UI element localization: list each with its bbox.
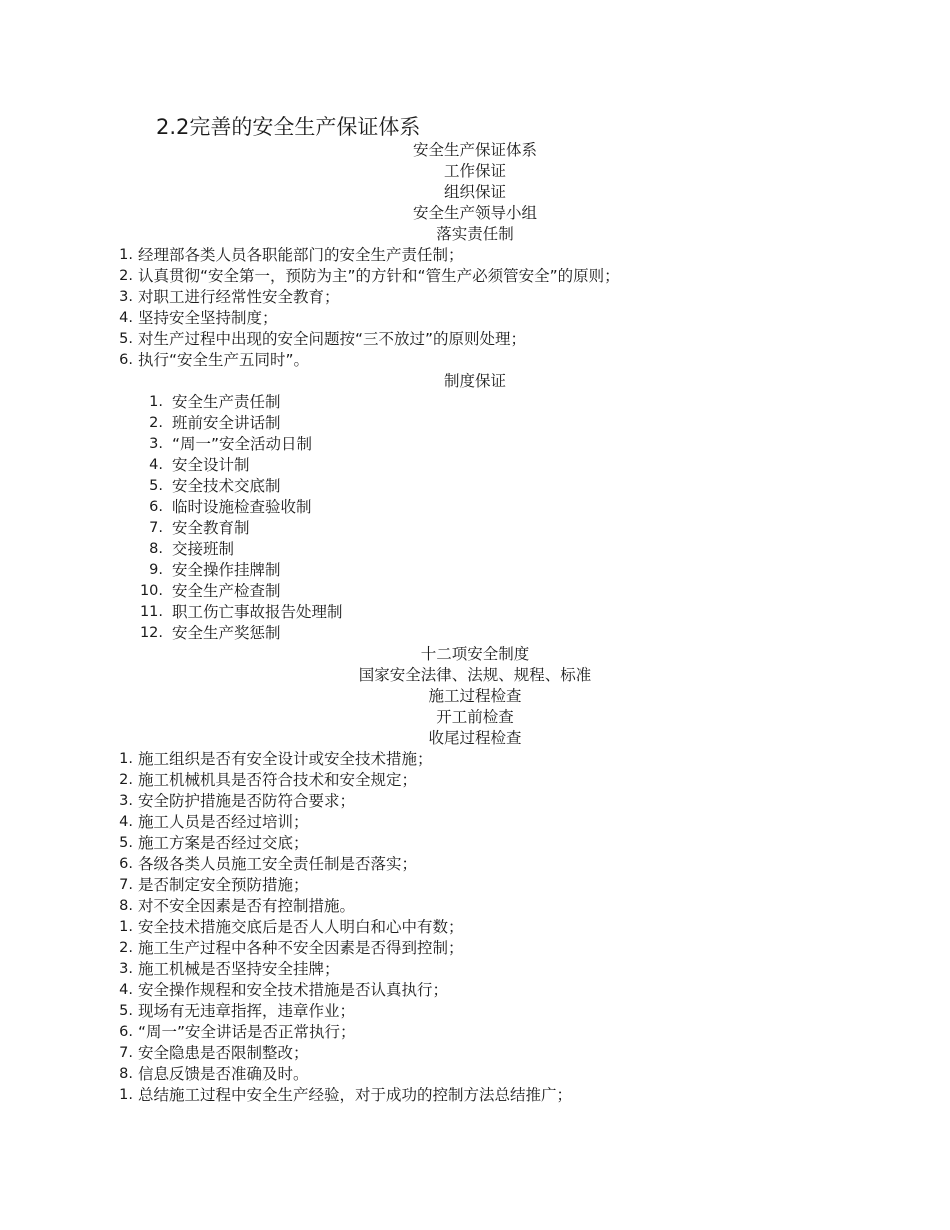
list-number: 7.: [119, 877, 133, 893]
list-text: 现场有无违章指挥，违章作业；: [138, 1002, 356, 1020]
list-text: 施工方案是否经过交底；: [138, 834, 309, 852]
list-number: 4.: [119, 310, 133, 326]
title-pre-start-inspection: 开工前检查: [436, 708, 514, 726]
list-text: 对职工进行经常性安全教育；: [138, 288, 340, 306]
list-number: 7.: [149, 520, 163, 536]
list-text: 总结施工过程中安全生产经验，对于成功的控制方法总结推广；: [138, 1086, 573, 1104]
title-twelve-systems: 十二项安全制度: [420, 645, 530, 663]
list-number: 1.: [119, 1087, 133, 1103]
list-text: 安全技术措施交底后是否人人明白和心中有数；: [138, 918, 464, 936]
list-number: 4.: [149, 457, 163, 473]
title-process-inspection: 施工过程检查: [428, 687, 522, 705]
list-number: 2.: [119, 268, 133, 284]
list-number: 6.: [119, 352, 133, 368]
list-number: 1.: [119, 751, 133, 767]
list-text: 安全生产奖惩制: [172, 624, 281, 642]
list-text: 施工人员是否经过培训；: [138, 813, 309, 831]
list-text: 安全技术交底制: [172, 477, 281, 495]
list-text: 信息反馈是否准确及时。: [138, 1065, 309, 1083]
list-number: 3.: [149, 436, 163, 452]
list-number: 2.: [119, 772, 133, 788]
list-text: 安全生产检查制: [172, 582, 281, 600]
list-number: 5.: [119, 835, 133, 851]
list-number: 6.: [119, 1024, 133, 1040]
list-number: 8.: [119, 898, 133, 914]
list-number: 5.: [119, 331, 133, 347]
list-text: 各级各类人员施工安全责任制是否落实；: [138, 855, 418, 873]
list-number: 4.: [119, 982, 133, 998]
list-number: 7.: [119, 1045, 133, 1061]
list-text: 是否制定安全预防措施；: [138, 876, 309, 894]
list-text: 经理部各类人员各职能部门的安全生产责任制；: [138, 246, 464, 264]
title-leadership-group: 安全生产领导小组: [412, 204, 537, 222]
list-text: 施工组织是否有安全设计或安全技术措施；: [138, 750, 433, 768]
list-text: 执行“安全生产五同时”。: [138, 351, 310, 369]
list-text: “周一”安全讲话是否正常执行；: [138, 1023, 356, 1041]
list-number: 6.: [119, 856, 133, 872]
title-safety-system: 安全生产保证体系: [412, 141, 537, 159]
title-closing-inspection: 收尾过程检查: [428, 729, 522, 747]
list-text: 对不安全因素是否有控制措施。: [138, 897, 356, 915]
list-text: 安全操作规程和安全技术措施是否认真执行；: [138, 981, 449, 999]
list-number: 12.: [139, 625, 163, 641]
title-system-guarantee: 制度保证: [443, 372, 506, 390]
list-text: 安全设计制: [172, 456, 250, 474]
list-text: 交接班制: [172, 540, 235, 558]
list-number: 4.: [119, 814, 133, 830]
list-number: 5.: [149, 478, 163, 494]
list-number: 1.: [149, 394, 163, 410]
list-number: 3.: [119, 289, 133, 305]
list-text: 职工伤亡事故报告处理制: [172, 603, 343, 621]
list-number: 8.: [119, 1066, 133, 1082]
list-number: 2.: [119, 940, 133, 956]
list-text: 施工生产过程中各种不安全因素是否得到控制；: [138, 939, 464, 957]
list-text: 安全防护措施是否防符合要求；: [138, 792, 356, 810]
list-number: 11.: [139, 604, 163, 620]
list-text: 安全操作挂牌制: [172, 561, 281, 579]
title-work-guarantee: 工作保证: [443, 162, 506, 180]
list-number: 6.: [149, 499, 163, 515]
list-text: 临时设施检查验收制: [172, 498, 312, 516]
list-number: 3.: [119, 961, 133, 977]
list-text: 班前安全讲话制: [172, 414, 281, 432]
list-text: 坚持安全坚持制度；: [138, 309, 278, 327]
list-text: 施工机械是否坚持安全挂牌；: [138, 960, 340, 978]
list-number: 1.: [119, 247, 133, 263]
list-number: 3.: [119, 793, 133, 809]
list-number: 5.: [119, 1003, 133, 1019]
list-text: 施工机械机具是否符合技术和安全规定；: [138, 771, 418, 789]
list-text: 对生产过程中出现的安全问题按“三不放过”的原则处理；: [138, 330, 527, 348]
title-national-laws: 国家安全法律、法规、规程、标准: [358, 666, 592, 684]
list-text: “周一”安全活动日制: [172, 435, 313, 453]
list-text: 安全教育制: [172, 519, 250, 537]
title-responsibility: 落实责任制: [436, 225, 514, 243]
list-text: 认真贯彻“安全第一，预防为主”的方针和“管生产必须管安全”的原则；: [138, 267, 620, 285]
list-number: 8.: [149, 541, 163, 557]
list-number: 9.: [149, 562, 163, 578]
list-number: 10.: [139, 583, 163, 599]
list-text: 安全生产责任制: [172, 393, 281, 411]
title-organization-guarantee: 组织保证: [443, 183, 506, 201]
list-text: 安全隐患是否限制整改；: [138, 1044, 309, 1062]
section-heading: 2.2完善的安全生产保证体系: [156, 115, 421, 139]
list-number: 2.: [149, 415, 163, 431]
list-number: 1.: [119, 919, 133, 935]
